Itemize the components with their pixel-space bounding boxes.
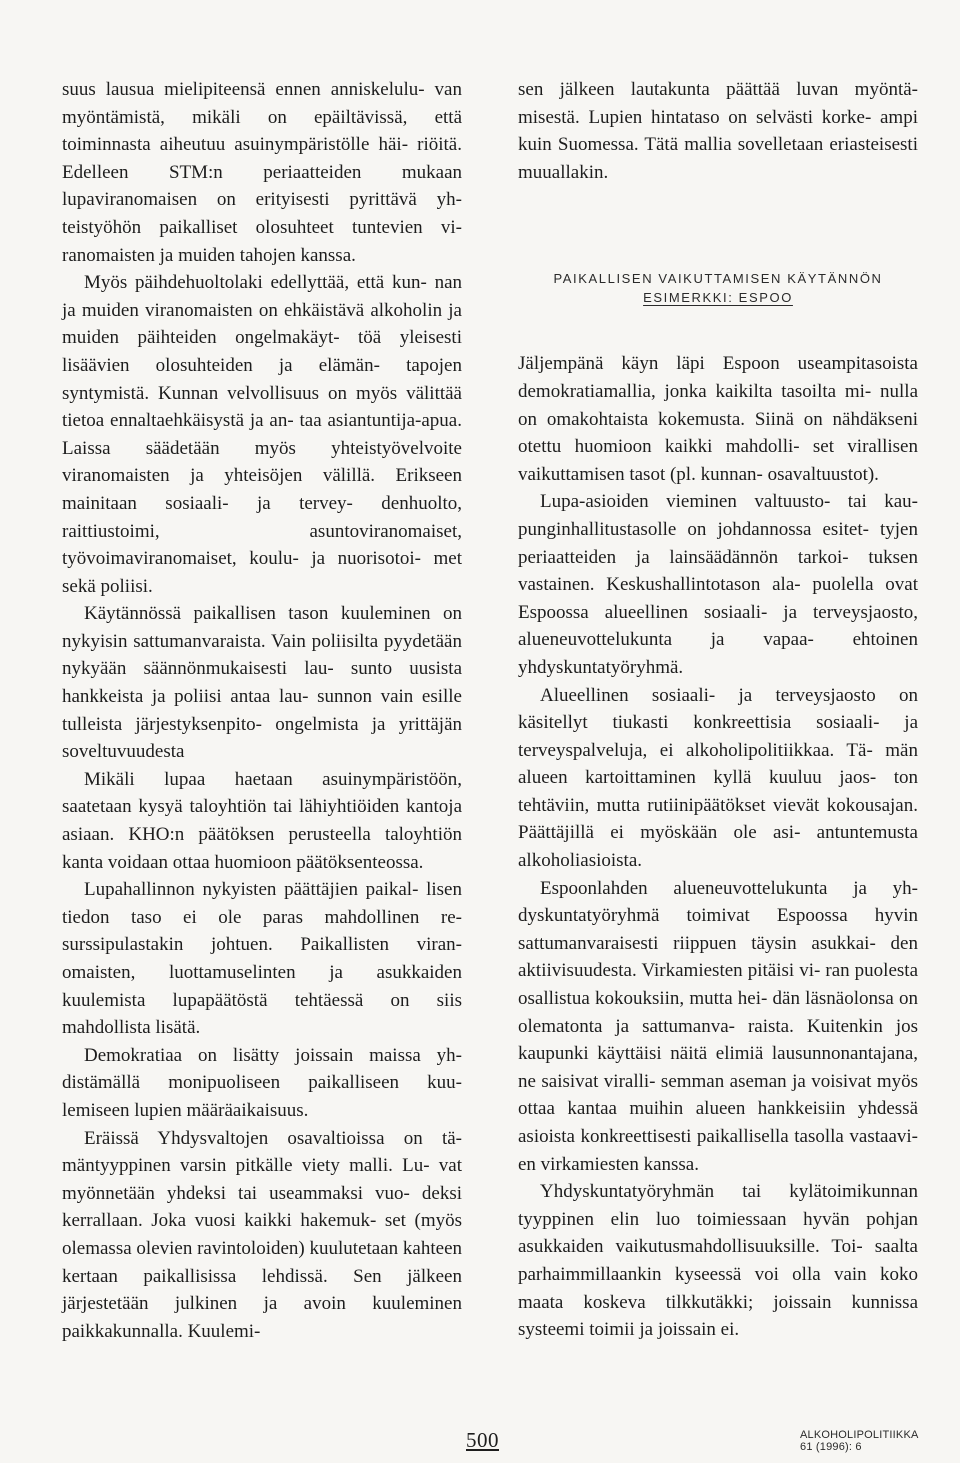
journal-info — [800, 1429, 919, 1453]
section-heading-line1: PAIKALLISEN VAIKUTTAMISEN KÄYTÄNNÖN — [553, 271, 883, 287]
page-number: 500 — [466, 1428, 499, 1452]
paragraph: suus lausua mielipiteensä ennen anniskelulu- van myöntämistä, mikäli on epäiltävissä, että toiminnasta aiheutuu asuinympäristölle häi- riöitä. Edelleen STM:n periaatteiden mukaan lupaviranomaisen on erityisesti pyrittävä yh- teistyöhön paikalliset olosuhteet tuntevien vi- ranomaisten ja muiden tahojen kanssa. — [62, 79, 462, 266]
journal-name: ALKOHOLIPOLITIIKKA — [800, 1429, 919, 1441]
section-heading — [518, 269, 918, 307]
paragraph: Yhdyskuntatyöryhmän tai kylätoimikunnan tyyppinen elin luo toimiessaan hyvän pohjan asukkaiden vaikutusmahdollisuuksille. Toi- saalta parhaimmillaankin kyseessä voi olla vain koko maata koskeva tilkkutäkki; joissain kunnissa systeemi toimii ja joissain ei. — [518, 1181, 918, 1341]
paragraph: Myös päihdehuoltolaki edellyttää, että kun- nan ja muiden viranomaisten on ehkäistävä alkoholin ja muiden päihteiden ongelmakäyt- töä yleisesti lisäävien olosuhteiden ja elämän- tapojen syntymistä. Kunnan velvollisuus on myös välittää tietoa ennaltaehkäisystä ja an- taa asiantuntija-apua. Laissa säädetään myös yhteistyövelvoite viranomaisten ja yhteisöjen välillä. Erikseen mainitaan sosiaali- ja tervey- denhuolto, raittiustoimi, asuntoviranomaiset, työvoimaviranomaiset, koulu- ja nuorisotoi- met sekä poliisi. — [62, 272, 462, 597]
paragraph: sen jälkeen lautakunta päättää luvan myöntä- misestä. Lupien hintataso on selvästi korke- ampi kuin Suomessa. Tätä mallia sovelletaan eriasteisesti muuallakin. — [518, 79, 918, 183]
paragraph: Eräissä Yhdysvaltojen osavaltioissa on tä- mäntyyppinen varsin pitkälle viety malli. Lu- vat myönnetään yhdeksi tai useammaksi vuo- deksi kerrallaan. Joka vuosi kaikki hakemuk- set (myös olemassa olevien ravintoloiden) kuulutetaan kahteen kertaan paikallisissa lehdissä. Sen jälkeen järjestetään julkinen ja avoin kuuleminen paikkakunnalla. Kuulemi- — [62, 1127, 462, 1342]
left-column — [62, 76, 462, 1345]
right-column — [518, 76, 918, 1344]
paragraph: Jäljempänä käyn läpi Espoon useampitasoista demokratiamallia, jonka kaikilta tasoilta mi- nulla on omakohtaista kokemusta. Siinä on nähdäkseni otettu huomioon kaikki mahdolli- set virallisen vaikuttamisen tasot (pl. kunnan- osavaltuustot). — [518, 353, 918, 485]
paragraph: Lupa-asioiden vieminen valtuusto- tai kau- punginhallitustasolle on johdannossa esitet- tyjen periaatteiden ja lainsäädännön tarkoi- tuksen vastainen. Keskushallintotason ala- puolella ovat Espoossa alueellinen sosiaali- ja terveysjaosto, alueneuvottelukunta ja vapaa- ehtoinen yhdyskuntatyöryhmä. — [518, 491, 918, 678]
paragraph: Espoonlahden alueneuvottelukunta ja yh- dyskuntatyöryhmä toimivat Espoossa hyvin sattumanvaraisesti riippuen täysin asukkai- den aktiivisuudesta. Virkamiesten pitäisi vi- ran puolesta osallistua kokouksiin, mutta hei- dän läsnäolonsa on olematonta ja sattumanva- raista. Kuitenkin jos kaupunki käyttäisi näitä elimiä lausunnonantajana, ne saisivat viralli- semman aseman ja voisivat myös ottaa kantaa muihin alueen hankkeisiin yhdessä asioista konkreettisesti paikallisella tasolla vastaavi- en virkamiesten kanssa. — [518, 877, 918, 1175]
paragraph: Käytännössä paikallisen tason kuuleminen on nykyisin sattumanvaraista. Vain poliisilta pyydetään nykyään säännönmukaisesti lau- sunto uusista hankkeista ja poliisi antaa lau- sunnon vain esille tulleista järjestyksenpito- ongelmista ja yrittäjän soveltuvuudesta — [62, 603, 462, 763]
paragraph: Demokratiaa on lisätty joissain maissa yh- distämällä monipuoliseen paikalliseen kuu- lemiseen lupien määräaikaisuus. — [62, 1044, 462, 1121]
paragraph: Lupahallinnon nykyisten päättäjien paikal- lisen tiedon taso ei ole paras mahdollinen re- surssipulastakin johtuen. Paikallisten viran- omaisten, luottamuselinten ja asukkaiden kuulemista lupapäätöstä tehtäessä on siis mahdollista lisätä. — [62, 879, 462, 1039]
journal-issue: 61 (1996): 6 — [800, 1441, 862, 1453]
section-heading-line2: ESIMERKKI: ESPOO — [643, 290, 793, 306]
paragraph: Mikäli lupaa haetaan asuinympäristöön, saatetaan kysyä taloyhtiön tai lähiyhtiöiden kantoja asiaan. KHO:n päätöksen perusteella taloyhtiön kanta voidaan ottaa huomioon päätöksenteossa. — [62, 768, 462, 873]
paragraph: Alueellinen sosiaali- ja terveysjaosto on käsitellyt tiukasti konkreettisia sosiaali- ja terveyspalveluja, ei alkoholipolitiikkaa. Tä- män alueen kartoittaminen kyllä kuuluu jaos- ton tehtäviin, mutta rutiinipäätökset vievät kokousajan. Päättäjillä ei myöskään ole asi- antuntemusta alkoholiasioista. — [518, 684, 918, 872]
